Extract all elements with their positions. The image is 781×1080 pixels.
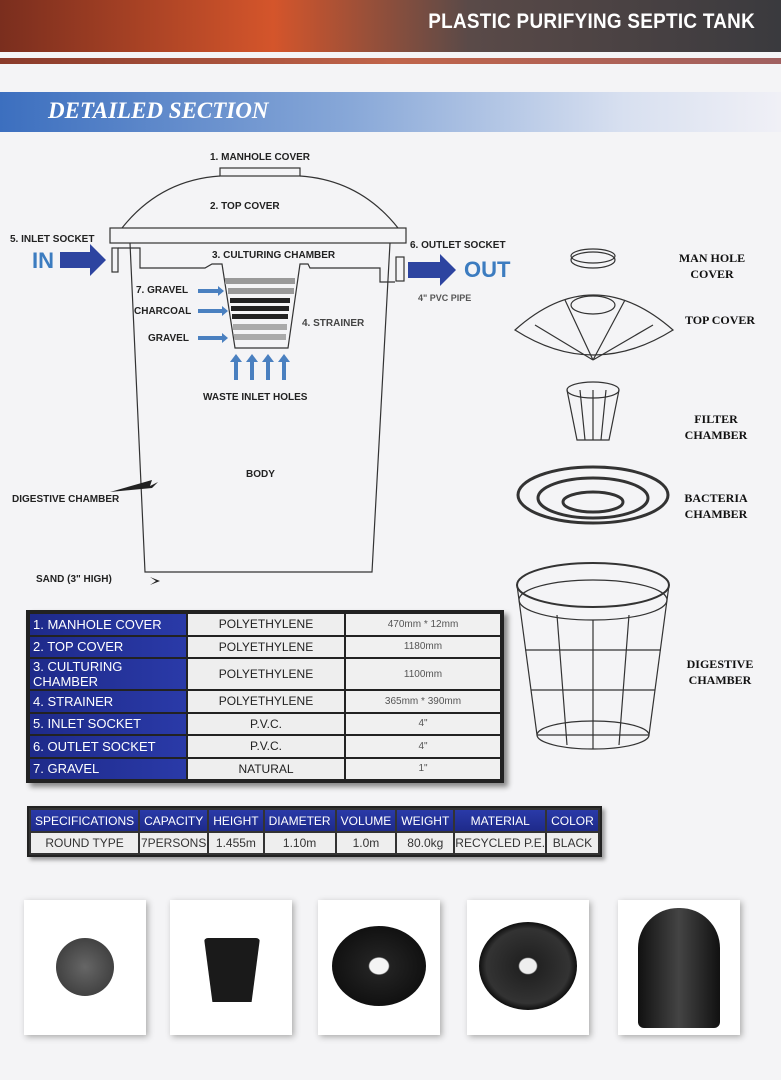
divider (0, 58, 781, 64)
component-label-top-cover: TOP COVER (684, 313, 756, 327)
part-dimension: 1100mm (346, 659, 500, 689)
label-charcoal: CHARCOAL (134, 306, 192, 317)
label-out: OUT (464, 257, 511, 282)
label-waste-inlet-holes: WASTE INLET HOLES (203, 392, 308, 403)
component-label-filter-chamber: FILTER CHAMBER (684, 412, 748, 442)
part-dimension: 4" (346, 736, 500, 757)
photo-bacteria-chamber (467, 900, 589, 1035)
spec-header: MATERIAL (455, 810, 545, 831)
part-name: 1. MANHOLE COVER (30, 614, 186, 635)
part-material: NATURAL (188, 759, 344, 780)
photo-filter-chamber (170, 900, 292, 1035)
photo-top-cover (318, 900, 440, 1035)
part-dimension: 1180mm (346, 637, 500, 658)
spec-value: 7PERSONS (140, 833, 207, 853)
part-material: POLYETHYLENE (188, 691, 344, 712)
photo-septic-tank (618, 900, 740, 1035)
label-strainer: 4. STRAINER (302, 318, 365, 329)
label-sand: SAND (3" HIGH) (36, 574, 112, 585)
spec-value: 80.0kg (397, 833, 453, 853)
spec-header: VOLUME (337, 810, 396, 831)
part-dimension: 365mm * 390mm (346, 691, 500, 712)
label-culturing-chamber: 3. CULTURING CHAMBER (212, 250, 336, 261)
spec-value: 1.10m (265, 833, 335, 853)
label-body: BODY (246, 469, 275, 480)
spec-value: 1.0m (337, 833, 396, 853)
parts-table-row (30, 714, 500, 735)
component-label-bacteria-chamber: BACTERIA CHAMBER (684, 491, 748, 521)
manhole-cover-image (56, 938, 114, 996)
parts-table-row (30, 736, 500, 757)
part-material: POLYETHYLENE (188, 614, 344, 635)
filter-chamber-image (204, 938, 260, 1002)
photo-manhole-cover (24, 900, 146, 1035)
spec-header: HEIGHT (209, 810, 262, 831)
exploded-components-drawing (505, 240, 685, 760)
bacteria-chamber-image (479, 922, 577, 1010)
spec-header: CAPACITY (140, 810, 207, 831)
parts-table-row (30, 759, 500, 780)
part-material: P.V.C. (188, 714, 344, 735)
label-in: IN (32, 248, 54, 273)
header-banner (0, 0, 781, 52)
part-dimension: 4" (346, 714, 500, 735)
part-dimension: 1" (346, 759, 500, 780)
component-label-digestive-chamber: DIGESTIVE CHAMBER (686, 657, 754, 687)
parts-table-row (30, 659, 500, 689)
spec-header: SPECIFICATIONS (31, 810, 138, 831)
label-top-cover: 2. TOP COVER (210, 201, 280, 212)
label-manhole-cover: 1. MANHOLE COVER (210, 152, 311, 163)
part-dimension: 470mm * 12mm (346, 614, 500, 635)
part-name: 2. TOP COVER (30, 637, 186, 658)
part-name: 7. GRAVEL (30, 759, 186, 780)
spec-value: 1.455m (209, 833, 262, 853)
part-material: POLYETHYLENE (188, 659, 344, 689)
part-name: 3. CULTURING CHAMBER (30, 659, 186, 689)
part-material: P.V.C. (188, 736, 344, 757)
component-label-manhole-cover: MAN HOLE COVER (678, 251, 746, 281)
specifications-table (27, 806, 602, 857)
spec-value: RECYCLED P.E. (455, 833, 545, 853)
part-name: 4. STRAINER (30, 691, 186, 712)
label-pvc-pipe: 4" PVC PIPE (418, 293, 472, 303)
part-material: POLYETHYLENE (188, 637, 344, 658)
parts-table-row (30, 637, 500, 658)
label-gravel-top: 7. GRAVEL (136, 285, 189, 296)
top-cover-image (332, 926, 426, 1006)
part-name: 6. OUTLET SOCKET (30, 736, 186, 757)
parts-table-row (30, 691, 500, 712)
section-banner (0, 92, 781, 132)
spec-header: COLOR (547, 810, 598, 831)
spec-value: ROUND TYPE (31, 833, 138, 853)
spec-header: WEIGHT (397, 810, 453, 831)
spec-value: BLACK (547, 833, 598, 853)
part-name: 5. INLET SOCKET (30, 714, 186, 735)
section-title: DETAILED SECTION (48, 98, 269, 123)
label-gravel-bottom: GRAVEL (148, 333, 189, 344)
septic-tank-image (638, 908, 720, 1028)
spec-header: DIAMETER (265, 810, 335, 831)
label-digestive-chamber: DIGESTIVE CHAMBER (12, 494, 120, 505)
parts-table (26, 610, 504, 783)
label-outlet-socket: 6. OUTLET SOCKET (410, 240, 506, 251)
parts-table-row (30, 614, 500, 635)
label-inlet-socket: 5. INLET SOCKET (10, 234, 95, 245)
page-title: PLASTIC PURIFYING SEPTIC TANK (428, 10, 755, 33)
